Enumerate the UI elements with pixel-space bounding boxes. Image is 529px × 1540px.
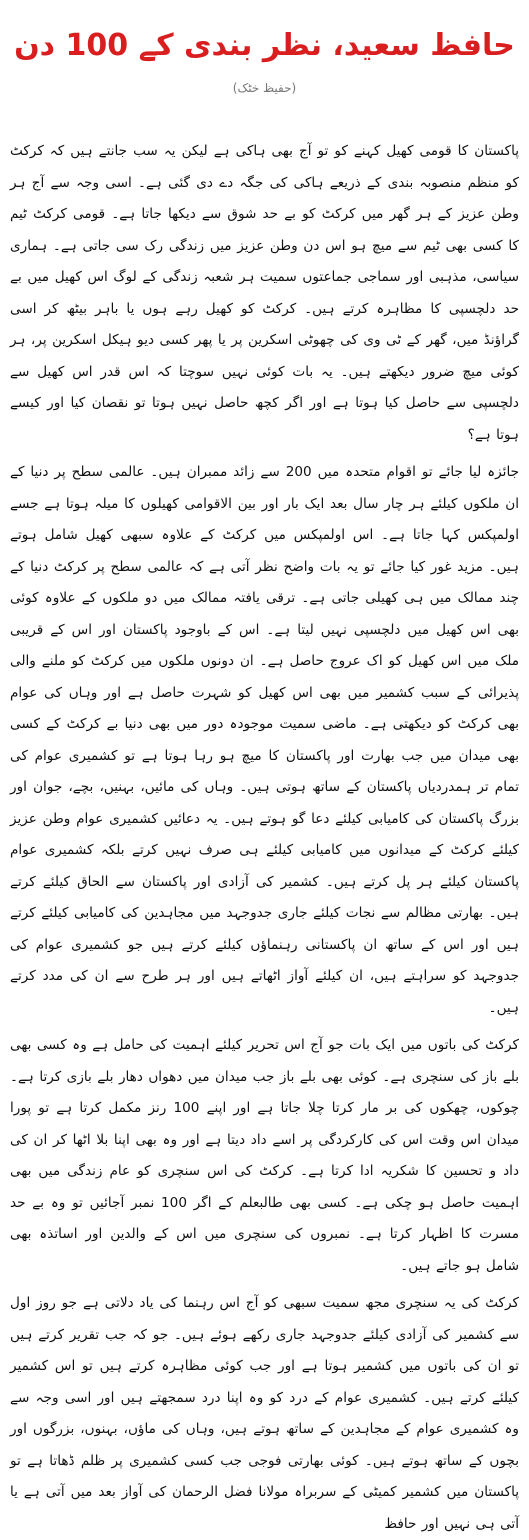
article-paragraph-3: کرکٹ کی باتوں میں ایک بات جو آج اس تحریر کیلئے اہمیت کی حامل ہے وہ کسی بھی بلے باز کی سنچری ہے۔ کوئی بھی بلے باز جب میدان میں دھواں دھار بلے بازی کرتا ہے۔ چوکوں، چھکوں کی بر مار کرتا چلا جاتا ہے اور اپنے 100 رنز مکمل کرتا ہے تو پورا میدان اس وقت اس کی کارکردگی پر اسے داد دیتا ہے اور وہ بھی اپنا بلا اٹھا کر ان کی داد و تحسین کا شکریہ ادا کرتا ہے۔ کرکٹ کی اس سنچری کو عام زندگی میں بھی اہمیت حاصل ہو چکی ہے۔ کسی بھی طالبعلم کے اگر 100 نمبر آجائیں تو وہ بے حد مسرت کا اظہار کرتا ہے۔ نمبروں کی سنچری میں اس کے والدین اور اساتذہ بھی شامل ہو جاتے ہیں۔: [10, 1037, 519, 1274]
article-paragraph-1: پاکستان کا قومی کھیل کہنے کو تو آج بھی ہاکی ہے لیکن یہ سب جانتے ہیں کہ کرکٹ کو منظم منصوبہ بندی کے ذریعے ہاکی کی جگہ دے دی گئی ہے۔ اسی وجہ سے آج ہر وطن عزیز کے ہر گھر میں کرکٹ کو بے حد شوق سے دیکھا جاتا ہے۔ قومی کرکٹ ٹیم کا کسی بھی ٹیم سے میچ ہو اس دن وطن عزیز میں زندگی رک سی جاتی ہے۔ ہماری سیاسی، مذہبی اور سماجی جماعتوں سمیت ہر شعبہ زندگی کے لوگ اس کھیل میں بے حد دلچسپی کا مظاہرہ کرتے ہیں۔ کرکٹ کو کھیل رہے ہوں یا باہر بیٹھ کر اسی گراؤنڈ میں، گھر کے ٹی وی کی چھوٹی اسکرین پر یا پھر کسی دیو ہیکل اسکرین پر، ہر کوئی میچ ضرور دیکھتے ہیں۔ یہ بات کوئی نہیں سوچتا کہ اس قدر اس کھیل سے دلچسپی سے حاصل کیا ہوتا ہے اور اگر کچھ حاصل نہیں ہوتا تو نقصان کیا اور کیسے ہوتا ہے؟: [10, 143, 519, 443]
article-body: [10, 136, 519, 1540]
article-paragraph-2: جائزہ لیا جائے تو اقوام متحدہ میں 200 سے زائد ممبران ہیں۔ عالمی سطح پر دنیا کے ان ملکوں کیلئے ہر چار سال بعد ایک بار اور بین الاقوامی کھیلوں کا میلہ ہوتا ہے جسے اولمپکس کہا جاتا ہے۔ اس اولمپکس میں کرکٹ کے علاوہ سبھی کھیل شامل ہوتے ہیں۔ مزید غور کیا جائے تو یہ بات واضح نظر آتی ہے کہ عالمی سطح پر کرکٹ دنیا کے چند ممالک میں ہی کھیلی جاتی ہے۔ ترقی یافتہ ممالک میں دو ملکوں کے علاوہ کوئی بھی اس کھیل میں دلچسپی نہیں لیتا ہے۔ اس کے باوجود پاکستان اور اس کے قریبی ملک میں اس کھیل کو اک عروج حاصل ہے۔ ان دونوں ملکوں میں کرکٹ کو ملنے والی پذیرائی کے سبب کشمیر میں بھی اس کھیل کو شہرت حاصل ہے اور وہاں کی عوام بھی کرکٹ کو دیکھتی ہے۔ ماضی سمیت موجودہ دور میں بھی دنیا بے کرکٹ کے کسی بھی میدان میں جب بھارت اور پاکستان کا میچ ہو رہا ہوتا ہے تو کشمیری عوام کی تمام تر ہمدردیاں پاکستان کے ساتھ ہوتی ہیں۔ وہاں کی مائیں، بہنیں، بچے، جوان اور بزرگ پاکستان کی کامیابی کیلئے دعا گو ہوتے ہیں۔ یہ دعائیں کشمیری عوام وطن عزیز کیلئے کرکٹ کے میدانوں میں کامیابی کیلئے ہی صرف نہیں کرتے بلکہ کشمیری عوام پاکستان کیلئے ہر پل کرتے ہیں۔ کشمیر کی آزادی اور پاکستان سے الحاق کیلئے کرتے ہیں۔ بھارتی مظالم سے نجات کیلئے جاری جدوجہد میں مجاہدین کی کامیابی کیلئے کرتے ہیں اور اس کے ساتھ ان پاکستانی رہنماؤں کیلئے کرتے ہیں جو کشمیری عوام کی جدوجہد کو سراہتے ہیں، ان کیلئے آواز اٹھاتے ہیں اور ہر طرح سے ان کی مدد کرتے ہیں۔: [10, 464, 519, 1016]
author-byline: (حفیظ خٹک): [232, 81, 297, 95]
article-paragraph-4: کرکٹ کی یہ سنچری مجھ سمیت سبھی کو آج اس رہنما کی یاد دلاتی ہے جو روز اول سے کشمیر کی آزادی کیلئے جدوجہد جاری رکھے ہوئے ہیں۔ جو کہ جب تقریر کرتے ہیں تو ان کی باتوں میں کشمیر ہوتا ہے اور جب کوئی مظاہرہ کرتے ہیں تو اس کشمیر کیلئے کرتے ہیں۔ کشمیری عوام کے درد کو وہ اپنا درد سمجھتے ہیں اور اسی وجہ سے وہ کشمیری عوام کے مجاہدین کے ساتھ ہوتے ہیں، وہاں کی ماؤں، بہنوں، بزرگوں اور بچوں کے ساتھ ہوتے ہیں۔ کوئی بھارتی فوجی جب کسی کشمیری پر ظلم ڈھاتا ہے تو پاکستان میں کشمیر کمیٹی کے سربراہ مولانا فضل الرحمان کی آواز بعد میں آتی ہے یا آتی ہی نہیں اور حافظ: [10, 1295, 519, 1532]
article-title: حافظ سعید، نظر بندی کے 100 دن: [14, 28, 515, 63]
